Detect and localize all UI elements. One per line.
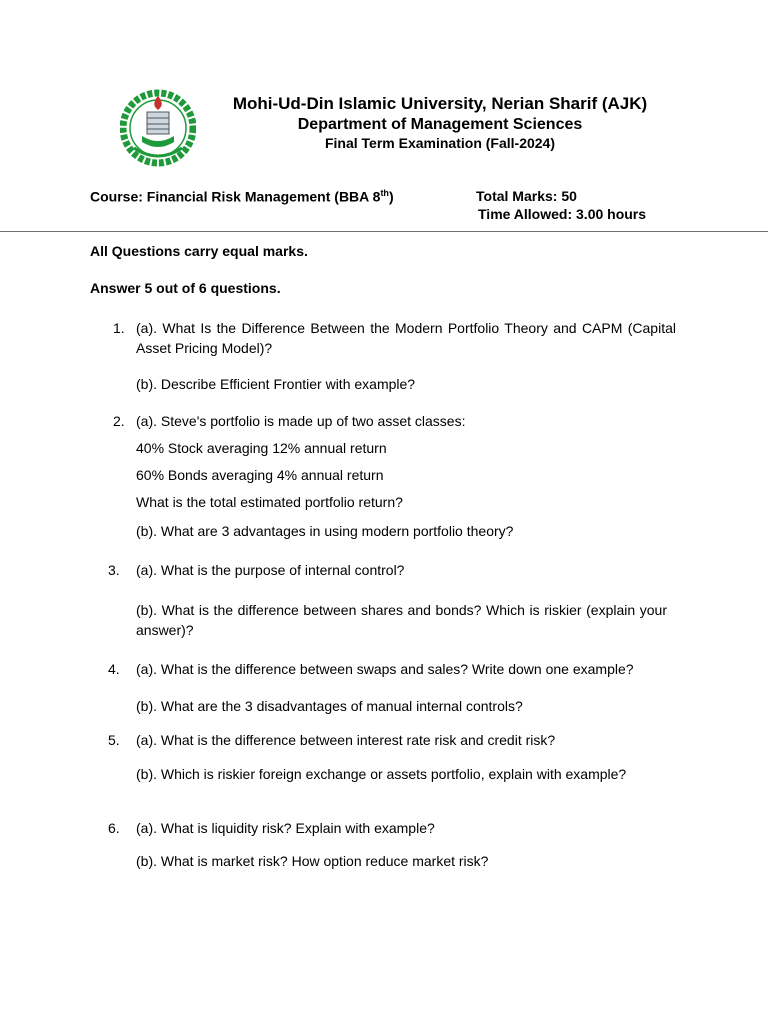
question-5b: (b). Which is riskier foreign exchange or assets portfolio, explain with example? — [136, 766, 627, 782]
question-number: 4. — [108, 661, 120, 677]
header-divider — [0, 231, 768, 232]
question-3a: (a). What is the purpose of internal control? — [136, 562, 405, 578]
question-2-line: 60% Bonds averaging 4% annual return — [136, 467, 384, 483]
question-number: 3. — [108, 562, 120, 578]
question-2-line: What is the total estimated portfolio return? — [136, 494, 403, 510]
question-1a: (a). What Is the Difference Between the Modern Portfolio Theory and CAPM (Capital Asset Pricing Model)? — [136, 320, 676, 356]
course-title: Course: Financial Risk Management (BBA 8th) — [90, 188, 394, 205]
question-2-line: 40% Stock averaging 12% annual return — [136, 440, 387, 456]
question-6b: (b). What is market risk? How option reduce market risk? — [136, 853, 489, 869]
instruction-answer: Answer 5 out of 6 questions. — [90, 280, 281, 296]
question-2b: (b). What are 3 advantages in using modern portfolio theory? — [136, 523, 514, 539]
question-number: 6. — [108, 820, 120, 836]
question-4a: (a). What is the difference between swaps and sales? Write down one example? — [136, 661, 634, 677]
question-number: 2. — [113, 413, 125, 429]
exam-title: Final Term Examination (Fall-2024) — [324, 135, 556, 151]
department-name: Department of Management Sciences — [297, 116, 583, 133]
question-3b: (b). What is the difference between shares and bonds? Which is riskier (explain your answer)? — [136, 602, 667, 638]
question-1b: (b). Describe Efficient Frontier with example? — [136, 376, 416, 392]
question-5a: (a). What is the difference between interest rate risk and credit risk? — [136, 732, 556, 748]
time-allowed: Time Allowed: 3.00 hours — [478, 206, 647, 222]
question-4b: (b). What are the 3 disadvantages of manual internal controls? — [136, 698, 523, 714]
university-name: Mohi-Ud-Din Islamic University, Nerian Sharif (AJK) — [232, 94, 648, 113]
question-number: 5. — [108, 732, 120, 748]
instruction-marks: All Questions carry equal marks. — [90, 243, 308, 259]
question-6a: (a). What is liquidity risk? Explain with example? — [136, 820, 435, 836]
total-marks: Total Marks: 50 — [476, 188, 577, 204]
question-number: 1. — [113, 320, 125, 336]
question-2a: (a). Steve's portfolio is made up of two asset classes: — [136, 413, 466, 429]
